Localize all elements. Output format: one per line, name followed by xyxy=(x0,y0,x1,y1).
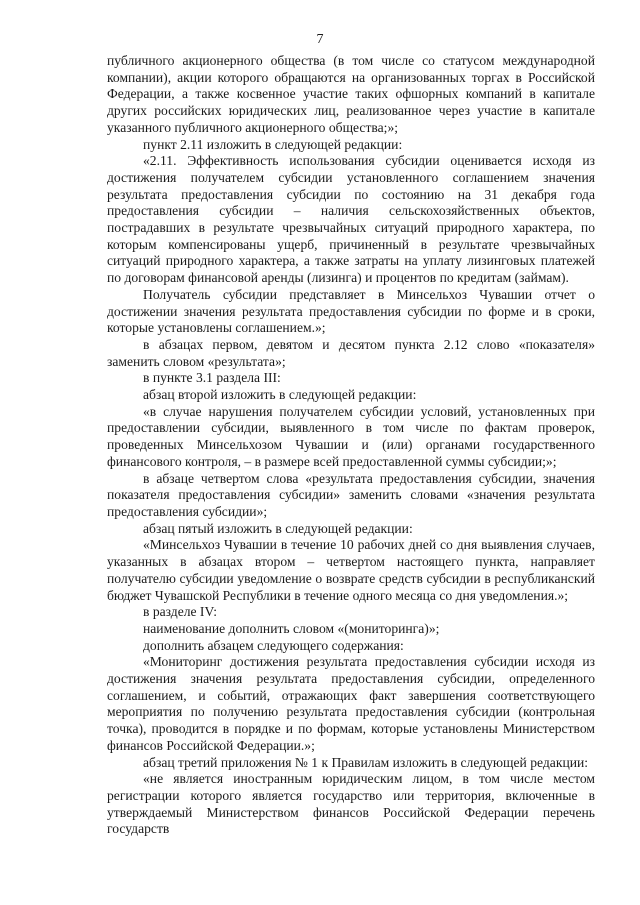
paragraph-6: в пункте 3.1 раздела III: xyxy=(143,370,281,386)
paragraph-3: «2.11. Эффективность использования субсидии оценивается исходя из достижения получателем субсидии установленного соглашением значения результата предоставления субсидии по состоянию на 31 декабря года предоставления субсидии – наличия сельскохозяйственных объектов, пострадавших в результате чрезвычайных ситуаций природного характера, по которым компенсированы ущерб, причиненный в результате чрезвычайных ситуаций природного характера, а также затраты на уплату лизинговых платежей по договорам финансовой аренды (лизинга) и процентов по кредитам (займам). xyxy=(107,153,595,286)
paragraph-13: наименование дополнить словом «(мониторинга)»; xyxy=(143,620,440,636)
paragraph-10: абзац пятый изложить в следующей редакции: xyxy=(143,520,413,536)
paragraph-2: пункт 2.11 изложить в следующей редакции: xyxy=(143,136,403,152)
paragraph-12: в разделе IV: xyxy=(143,604,218,620)
paragraph-4: Получатель субсидии представляет в Минсельхоз Чувашии отчет о достижении значения результата предоставления субсидии по форме и в сроки, которые установлены соглашением.»; xyxy=(107,286,595,336)
paragraph-17: «не является иностранным юридическим лицом, в том числе местом регистрации которого является государство или территория, включенные в утверждаемый Министерством финансов Российской Федерации перечень государств xyxy=(107,771,595,837)
paragraph-16: абзац третий приложения № 1 к Правилам изложить в следующей редакции: xyxy=(143,754,589,770)
paragraph-11: «Минсельхоз Чувашии в течение 10 рабочих дней со дня выявления случаев, указанных в абзацах втором – четвертом настоящего пункта, направляет получателю субсидии уведомление о возврате средств субсидии в республиканский бюджет Чувашской Республики в течение одного месяца со дня уведомления.»; xyxy=(107,537,595,603)
paragraph-7: абзац второй изложить в следующей редакции: xyxy=(143,387,417,403)
paragraph-1: публичного акционерного общества (в том числе со статусом международной компании), акции которого обращаются на организованных торгах в Российской Федерации, а также косвенное участие таких офшорных компаний в капитале других российских юридических лиц, реализованное через участие в капитале указанного публичного акционерного общества;»; xyxy=(107,53,595,135)
page-number: 7 xyxy=(316,32,324,47)
document-body xyxy=(107,53,595,838)
paragraph-8: «в случае нарушения получателем субсидии условий, установленных при предоставлении субсидии, выявленного в том числе по фактам проверок, проведенных Минсельхозом Чувашии и (или) органами государственного финансового контроля, – в размере всей предоставленной суммы субсидии;»; xyxy=(107,403,595,469)
paragraph-5: в абзацах первом, девятом и десятом пункта 2.12 слово «показателя» заменить словом «результата»; xyxy=(107,336,595,369)
paragraph-14: дополнить абзацем следующего содержания: xyxy=(143,637,404,653)
paragraph-15: «Мониторинг достижения результата предоставления субсидии исходя из достижения значения результата предоставления субсидии, определенного соглашением, и событий, отражающих факт завершения соответствующего мероприятия по получению результата предоставления субсидии (контрольная точка), проводится в порядке и по формам, которые установлены Министерством финансов Российской Федерации.»; xyxy=(107,654,595,753)
paragraph-9: в абзаце четвертом слова «результата предоставления субсидии, значения показателя предоставления субсидии» заменить словами «значения результата предоставления субсидии»; xyxy=(107,470,595,519)
